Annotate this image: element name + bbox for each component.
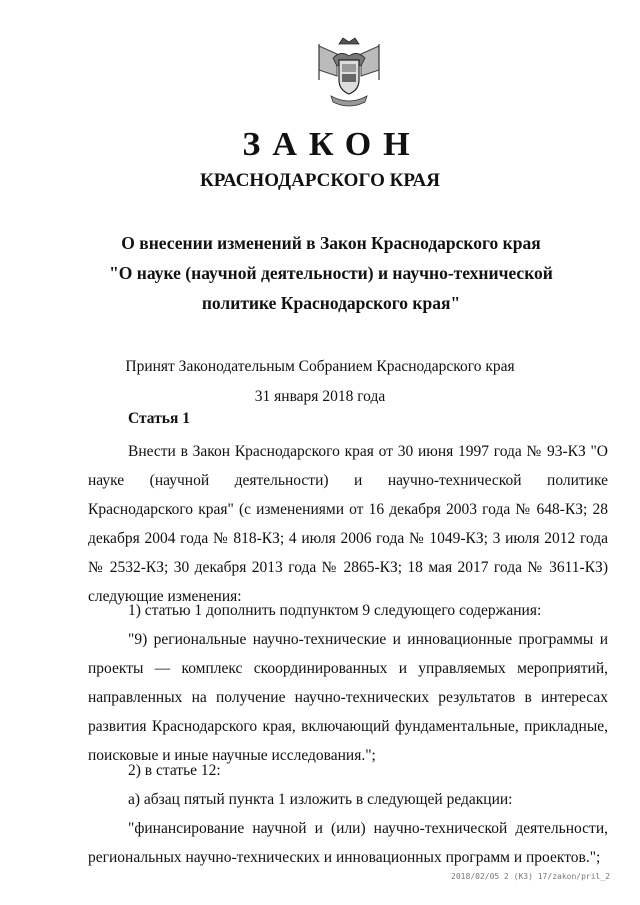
article-item-1-definition: "9) региональные научно-технические и инновационные программы и проекты — комплекс скоординированных и управляемых мероприятий, направленных на получение научно-технических результатов в интересах развития Краснодарского края, включающий фундаментальные, прикладные, поисковые и иные научные исследования."; [88,631,608,764]
subject-line-1: О внесении изменений в Закон Краснодарского края [121,233,541,253]
law-subject [96,228,566,318]
article-item-2-a-text: "финансирование научной и (или) научно-технической деятельности, региональных научно-технических и инновационных программ и проектов."; [88,820,608,866]
region-title: КРАСНОДАРСКОГО КРАЯ [199,170,441,191]
subject-line-3: политике Краснодарского края" [201,293,461,313]
article-intro-paragraph: Внести в Закон Краснодарского края от 30 июня 1997 года № 93-КЗ "О науке (научной деятельности) и научно-технической политике Краснодарского края" (с изменениями от 16 декабря 2003 года № 648-КЗ; 28 декабря 2004 года № 818-КЗ; 4 июля 2006 года № 1049-КЗ; 3 июля 2012 года № 2532-КЗ; 30 декабря 2013 года № 2865-КЗ; 18 мая 2017 года № 3611-КЗ) следующие изменения: [88,443,608,605]
adoption-date: 31 января 2018 года [254,388,386,405]
adoption-line-1: Принят Законодательным Собранием Краснодарского края [125,358,515,375]
article-heading: Статья 1 [128,410,190,427]
adoption-block [0,352,640,412]
coat-of-arms-emblem [311,36,387,112]
article-item-1: 1) статью 1 дополнить подпунктом 9 следующего содержания: [128,602,542,619]
article-item-2-a: а) абзац пятый пункта 1 изложить в следующей редакции: [128,791,513,808]
footer-code: 2018/02/05 2 (КЗ) 17/zakon/pril_2 [451,872,610,881]
law-title: ЗАКОН [242,126,422,163]
article-item-2: 2) в статье 12: [128,762,221,779]
subject-line-2: "О науке (научной деятельности) и научно-технической [109,263,553,283]
